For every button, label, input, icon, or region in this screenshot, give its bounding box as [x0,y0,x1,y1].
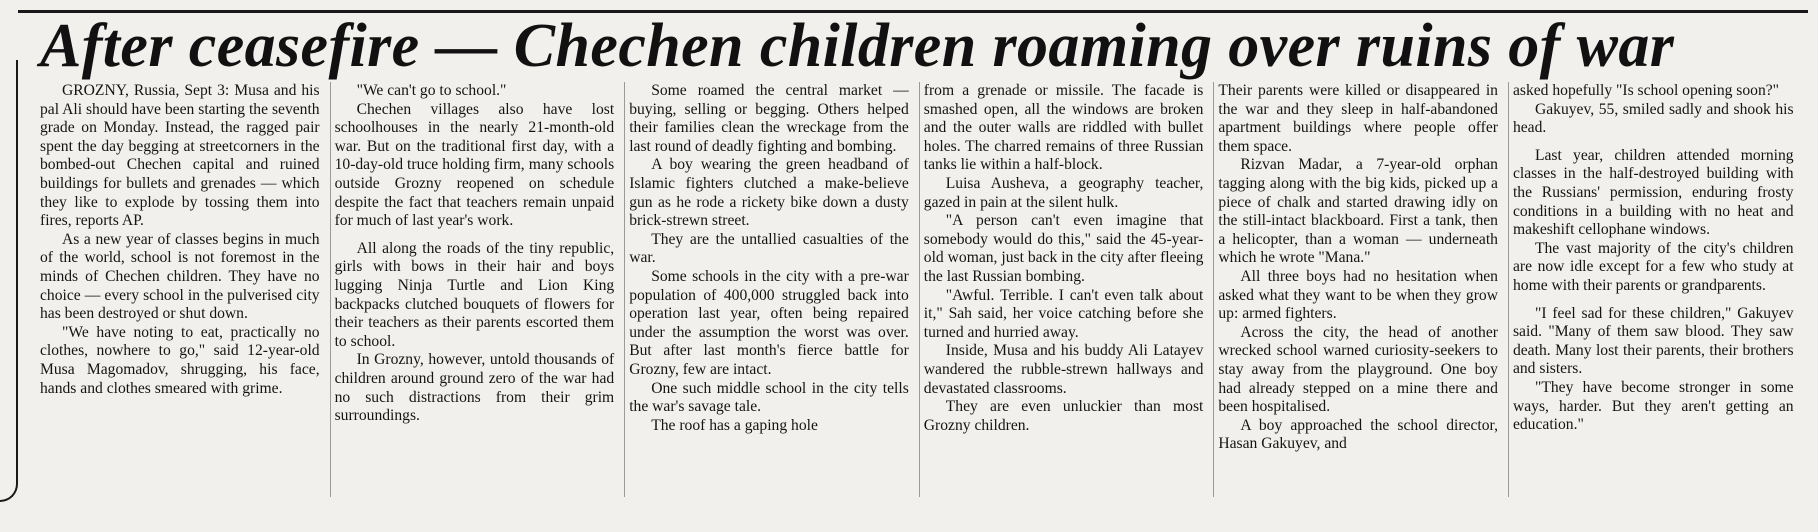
paragraph: They are even unluckier than most Grozny children. [923,398,1204,434]
article-column-5 [1214,82,1509,497]
paragraph: Their parents were killed or disappeared in the war and they sleep in half-abandoned apartment buildings where people offer them space. [1218,82,1498,155]
paragraph: GROZNY, Russia, Sept 3: Musa and his pal Ali should have been starting the seventh grade on Monday. Instead, the ragged pair spent the day begging at streetcorners in the bombed-out Chechen capital and ruined buildings for bullets and grenades — which they like to explode by tossing them into fires, reports AP. [40,82,320,230]
headline: After ceasefire — Chechen children roaming over ruins of war [40,12,1675,80]
paragraph: "They have become stronger in some ways, harder. But they aren't getting an education." [1512,378,1794,434]
paragraph: "A person can't even imagine that somebody would do this," said the 45-year-old woman, just back in the city after fleeing the last Russian bombing. [923,212,1204,285]
paragraph: "I feel sad for these children," Gakuyev said. "Many of them saw blood. They saw death. Many lost their parents, their brothers and sisters. [1512,304,1794,378]
left-frame-border [0,60,18,502]
paragraph: Inside, Musa and his buddy Ali Latayev wandered the rubble-strewn hallways and devastated classrooms. [923,342,1204,397]
paragraph: "We have noting to eat, practically no clothes, nowhere to go," said 12-year-old Musa Magomadov, shrugging, his face, hands and clothes smeared with grime. [40,323,320,397]
paragraph: All along the roads of the tiny republic, girls with bows in their hair and boys lugging Ninja Turtle and Lion King backpacks clutched bouquets of flowers for their teachers as their parents escorted them to school. [334,239,615,350]
paragraph: One such middle school in the city tells the war's savage tale. [629,379,909,416]
paragraph: The roof has a gaping hole [651,416,818,434]
paragraph: In Grozny, however, untold thousands of children around ground zero of the war had no such distractions from their grim surroundings. [334,351,615,425]
paragraph: Some schools in the city with a pre-war population of 400,000 struggled back into operation last year, often being repaired under the assumption the worst was over. But after last month's fierce battle for Grozny, few are intact. [629,267,909,378]
paragraph: Across the city, the head of another wrecked school warned curiosity-seekers to stay away from the playground. One boy had already stepped on a mine there and been hospitalised. [1218,323,1498,416]
paragraph: Chechen villages also have lost schoolhouses in the nearly 21-month-old war. But on the traditional first day, with a 10-day-old truce holding firm, many schools outside Grozny reopened on schedule despite the fact that teachers remain unpaid for much of last year's work. [334,100,615,230]
article-column-3 [625,82,920,497]
paragraph: A boy wearing the green headband of Islamic fighters clutched a make-believe gun as he rode a rickety bike down a dusty brick-strewn street. [629,156,909,230]
paragraph: The vast majority of the city's children are now idle except for a few who study at home with their parents or grandparents. [1512,239,1794,294]
paragraph: Rizvan Madar, a 7-year-old orphan tagging along with the big kids, picked up a piece of chalk and started drawing idly on the still-intact blackboard. First a tank, then a helicopter, than a woman — underneath which he wrote "Mana." [1218,156,1498,267]
article-column-1 [36,82,331,497]
paragraph: asked hopefully "Is school opening soon?" [1512,82,1780,99]
article-column-6 [1509,82,1804,497]
paragraph: As a new year of classes begins in much of the world, school is not foremost in the minds of Chechen children. They have no choice — every school in the pulverised city has been destroyed or shut down. [40,230,320,323]
article-column-4 [920,82,1215,497]
paragraph: They are the untallied casualties of the war. [629,230,909,267]
paragraph: Luisa Ausheva, a geography teacher, gazed in pain at the silent hulk. [923,174,1204,211]
article-column-2 [331,82,626,497]
paragraph: from a grenade or missile. The facade is smashed open, all the windows are broken and the outer walls are riddled with bullet holes. The charred remains of three Russian tanks lie within a half-block. [923,82,1204,174]
paragraph: All three boys had no hesitation when asked what they want to be when they grow up: armed fighters. [1218,267,1498,323]
paragraph: "Awful. Terrible. I can't even talk about it," Sah said, her voice catching before she turned and hurried away. [923,286,1204,341]
paragraph: "We can't go to school." [356,82,507,99]
paragraph: Gakuyev, 55, smiled sadly and shook his head. [1512,100,1794,137]
paragraph: Last year, children attended morning classes in the half-destroyed building with the Russians' permission, enduring frosty conditions in a building with no heat and makeshift cellophane windows. [1512,146,1794,239]
paragraph: Some roamed the central market — buying, selling or begging. Others helped their families clean the wreckage from the last round of deadly fighting and bombing. [629,82,909,155]
article-columns [36,82,1804,497]
paragraph: A boy approached the school director, Hasan Gakuyev, and [1218,416,1498,453]
